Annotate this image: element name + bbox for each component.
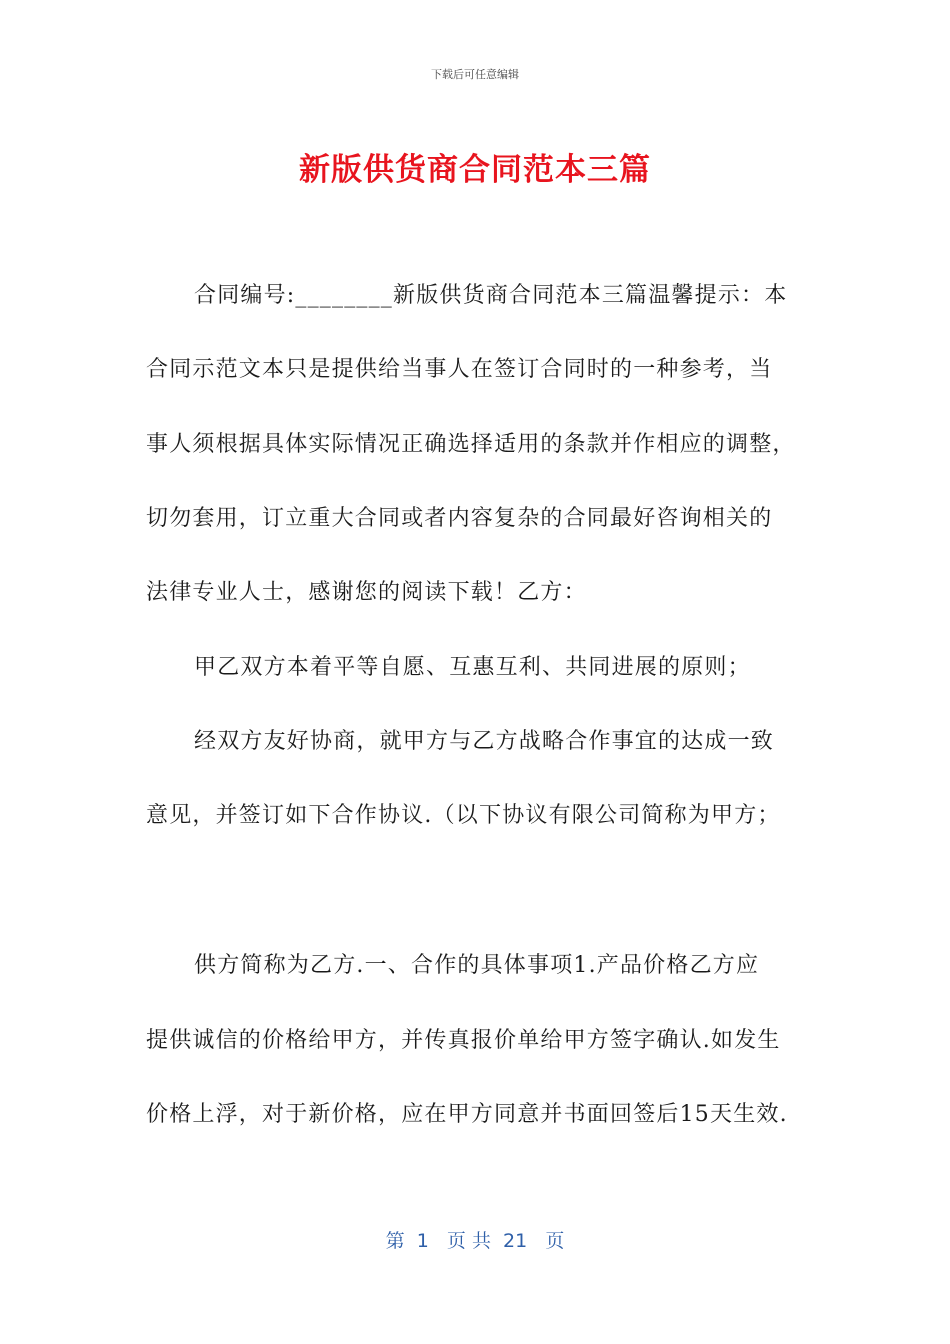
body-line: 经双方友好协商，就甲方与乙方战略合作事宜的达成一致 (194, 729, 775, 754)
body-line: 甲乙双方本着平等自愿、互惠互利、共同进展的原则； (194, 655, 751, 680)
body-line: 供方简称为乙方.一、合作的具体事项1.产品价格乙方应 (194, 953, 760, 978)
body-line: 法律专业人士，感谢您的阅读下载！乙方： (146, 580, 587, 605)
body-line: 提供诚信的价格给甲方，并传真报价单给甲方签字确认.如发生 (146, 1028, 781, 1053)
body-line: 切勿套用，订立重大合同或者内容复杂的合同最好咨询相关的 (146, 506, 773, 531)
body-line: 合同示范文本只是提供给当事人在签订合同时的一种参考，当 (146, 357, 773, 382)
header-note: 下载后可任意编辑 (431, 68, 519, 81)
body-line: 意见，并签订如下合作协议.（以下协议有限公司简称为甲方； (146, 803, 781, 828)
body-line: 事人须根据具体实际情况正确选择适用的条款并作相应的调整， (146, 432, 796, 457)
page-footer: 第 1 页 共 21 页 (385, 1230, 565, 1252)
body-line: 合同编号:________新版供货商合同范本三篇温馨提示：本 (194, 283, 788, 308)
document-title: 新版供货商合同范本三篇 (299, 152, 651, 188)
body-line: 价格上浮，对于新价格，应在甲方同意并书面回签后15天生效. (146, 1102, 788, 1127)
